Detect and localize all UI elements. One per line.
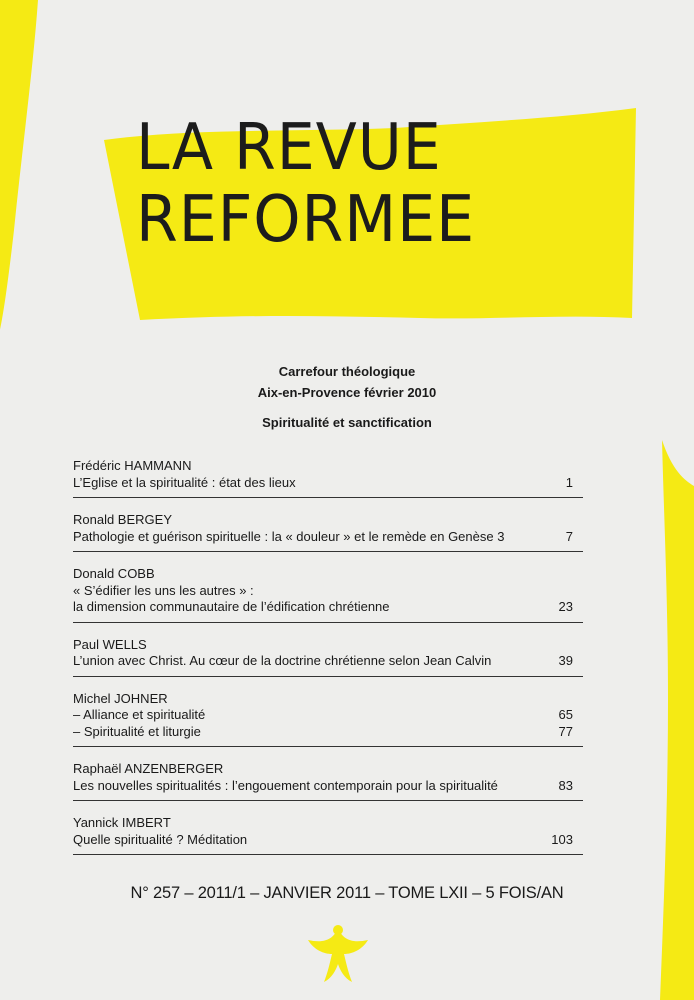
toc-line — [73, 653, 583, 670]
subtitle-theme: Spiritualité et sanctification — [262, 415, 432, 430]
toc-page: 103 — [551, 831, 573, 847]
toc-entry — [73, 691, 583, 748]
toc-page: 77 — [558, 723, 573, 739]
toc-author: Michel JOHNER — [73, 690, 168, 706]
toc-author: Ronald BERGEY — [73, 512, 172, 527]
toc-author: Raphaël ANZENBERGER — [73, 761, 224, 776]
toc-line — [73, 529, 583, 546]
toc-page — [573, 583, 583, 600]
toc-title: L’Eglise et la spiritualité : état des lieux — [73, 474, 296, 490]
toc-line — [73, 707, 583, 724]
toc-title: « S’édifier les uns les autres » : — [73, 582, 254, 598]
dove-icon — [304, 920, 372, 986]
toc-author: Paul WELLS — [73, 636, 147, 652]
masthead-title — [136, 111, 531, 257]
toc-line — [73, 583, 583, 600]
toc-line — [73, 599, 583, 616]
toc-author: Frédéric HAMMANN — [73, 458, 192, 473]
toc-line — [73, 475, 583, 492]
toc-entry — [73, 458, 583, 498]
toc-page: 23 — [558, 599, 573, 614]
toc-entry — [73, 637, 583, 677]
table-of-contents — [73, 458, 583, 855]
toc-title: Quelle spiritualité ? Méditation — [73, 831, 248, 847]
toc-page: 83 — [558, 777, 573, 793]
toc-title: – Alliance et spiritualité — [73, 707, 206, 722]
toc-page: 7 — [565, 528, 573, 544]
toc-page: 1 — [565, 474, 573, 490]
issue-line: N° 257 – 2011/1 – JANVIER 2011 – TOME LXII – 5 FOIS/AN — [130, 884, 564, 902]
masthead-line-2: REFORMEE — [136, 183, 476, 257]
right-yellow-band — [660, 440, 694, 1000]
masthead-line-1: LA REVUE — [136, 111, 442, 185]
toc-author: Donald COBB — [73, 566, 155, 581]
toc-line — [73, 778, 583, 795]
subtitle-location-date: Aix-en-Provence février 2010 — [257, 385, 437, 400]
toc-page: 65 — [558, 707, 573, 722]
toc-author: Yannick IMBERT — [73, 815, 171, 830]
toc-title: Les nouvelles spiritualités : l’engouement contemporain pour la spiritualité — [73, 777, 498, 793]
toc-title: L’union avec Christ. Au cœur de la doctrine chrétienne selon Jean Calvin — [73, 653, 492, 668]
toc-title: Pathologie et guérison spirituelle : la « douleur » et le remède en Genèse 3 — [73, 528, 505, 544]
toc-title: – Spiritualité et liturgie — [73, 723, 201, 739]
toc-title: la dimension communautaire de l’édification chrétienne — [73, 599, 390, 614]
subtitle-carrefour: Carrefour théologique — [278, 364, 416, 379]
toc-entry — [73, 512, 583, 552]
toc-page: 39 — [558, 653, 573, 668]
left-yellow-band — [0, 0, 38, 330]
toc-line — [73, 724, 583, 741]
toc-entry — [73, 815, 583, 855]
toc-entry — [73, 566, 583, 623]
toc-entry — [73, 761, 583, 801]
toc-line — [73, 832, 583, 849]
